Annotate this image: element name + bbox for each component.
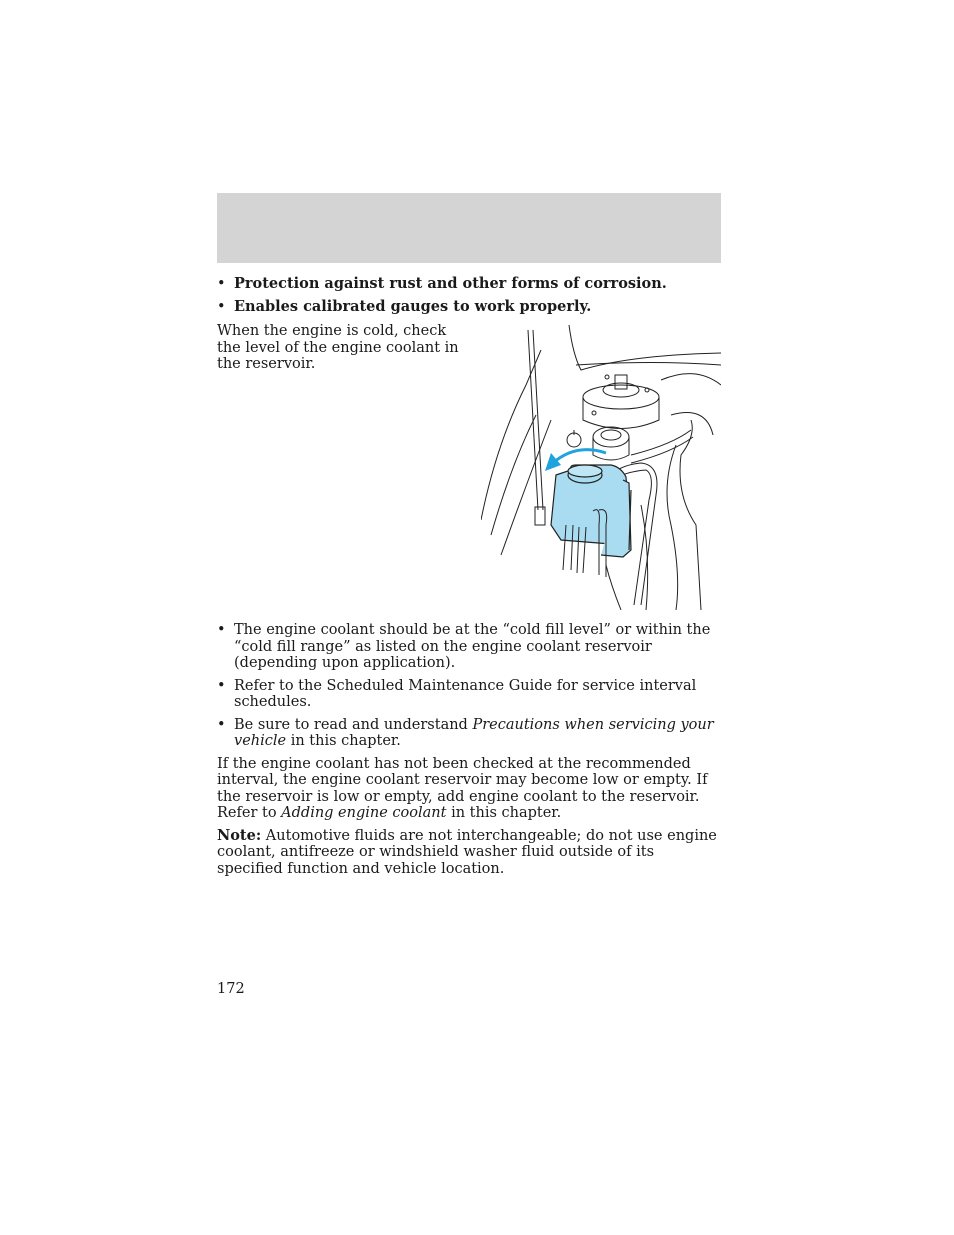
bullet-text: The engine coolant should be at the “cold fill level” or within the “cold fill range” as listed on the engine coolant reservoir (depending upon application). xyxy=(234,622,711,671)
lower-content xyxy=(217,622,721,883)
paragraph-pre: If the engine coolant has not been checked at the recommended interval, the engine coolant reservoir may become low or empty. If the reservoir is low or empty, add engine coolant to the reservoir. Refer to xyxy=(217,755,708,821)
cross-reference: Precautions when servicing your vehicle xyxy=(234,716,714,749)
note-text: Automotive fluids are not interchangeable; do not use engine coolant, antifreeze or windshield washer fluid outside of its specified function and vehicle location. xyxy=(217,827,717,877)
bullet-symbol: • xyxy=(217,716,226,733)
paragraph xyxy=(217,756,721,822)
bullet-item xyxy=(217,622,721,672)
header-band xyxy=(217,193,721,263)
bullet-symbol: • xyxy=(217,622,226,638)
bullet-text-pre: Be sure to read and understand xyxy=(234,716,473,733)
bullet-text: Refer to the Scheduled Maintenance Guide for service interval schedules. xyxy=(234,677,697,710)
page-number: 172 xyxy=(217,981,245,997)
intro-text: When the engine is cold, check the level of the engine coolant in the reservoir. xyxy=(217,323,459,372)
bullet-text xyxy=(234,717,721,750)
bullet-item xyxy=(217,276,721,293)
bullet-symbol: • xyxy=(217,298,226,315)
bullet-text: Protection against rust and other forms of corrosion. xyxy=(234,275,667,292)
paragraph-post: in this chapter. xyxy=(446,805,562,821)
note-paragraph xyxy=(217,828,721,878)
bullet-symbol: • xyxy=(217,677,226,694)
bullet-item xyxy=(217,299,721,316)
coolant-reservoir-illustration xyxy=(481,325,721,610)
note-label: Note: xyxy=(217,826,262,844)
bullet-text: Enables calibrated gauges to work properly. xyxy=(234,297,592,315)
bullet-item xyxy=(217,717,721,750)
cross-reference: Adding engine coolant xyxy=(281,805,447,821)
bullet-item xyxy=(217,678,721,711)
bullet-symbol: • xyxy=(217,276,226,292)
bullet-text-post: in this chapter. xyxy=(286,733,401,749)
